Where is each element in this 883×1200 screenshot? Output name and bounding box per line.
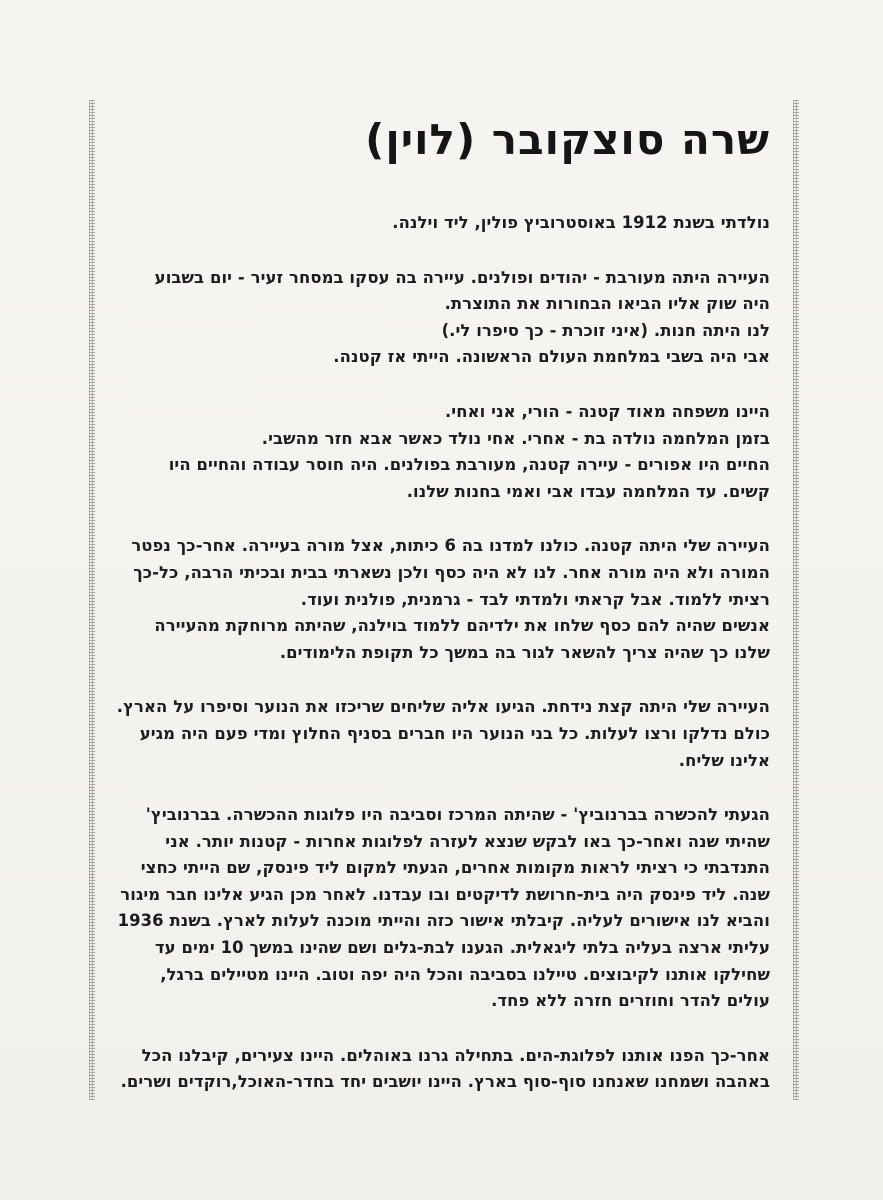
text-line: אבי היה בשבי במלחמת העולם הראשונה. הייתי אז קטנה. <box>333 347 770 367</box>
text-line: אנשים שהיה להם כסף שלחו את ילדיהם ללמוד בוילנה, שהיתה מרוחקת מהעיירה <box>154 616 770 636</box>
text-line: העיירה שלי היתה קצת נידחת. הגיעו אליה שליחים שריכזו את הנוער וסיפרו על הארץ. <box>116 697 770 717</box>
text-line: שהיתי שנה ואחר-כך באו לבקש שנצא לעזרה לפלוגות אחרות - קטנות יותר. אני <box>165 831 770 851</box>
paragraph <box>115 210 770 237</box>
text-line: שנה. ליד פינסק היה בית-חרושת לדיקטים ובו עבדנו. לאחר מכן הגיע אלינו חבר מיגור <box>120 884 770 904</box>
right-decorative-border <box>793 100 799 1100</box>
document-title: שרה סוצקובר (לוין) <box>365 115 770 164</box>
paragraph <box>115 533 770 666</box>
left-decorative-border <box>89 100 95 1100</box>
text-line: כולם נדלקו ורצו לעלות. כל בני הנוער היו חברים בסניף החלוץ ומדי פעם היה מגיע <box>139 723 770 743</box>
document-content <box>115 110 770 1124</box>
paragraph <box>115 802 770 1015</box>
text-line: רציתי ללמוד. אבל קראתי ולמדתי לבד - גרמנית, פולנית ועוד. <box>300 589 770 609</box>
text-line: אלינו שליח. <box>678 750 770 770</box>
text-line: באהבה ושמחנו שאנחנו סוף-סוף בארץ. היינו יושבים יחד בחדר-האוכל,רוקדים ושרים. <box>120 1072 770 1092</box>
text-line: שחילקו אותנו לקיבוצים. טיילנו בסביבה והכל היה יפה וטוב. היינו מטיילים ברגל, <box>160 964 770 984</box>
text-line: עולים להדר וחוזרים חזרה ללא פחד. <box>491 991 770 1011</box>
paragraph <box>115 399 770 505</box>
text-line: העיירה היתה מעורבת - יהודים ופולנים. עיירה בה עסקו במסחר זעיר - יום בשבוע <box>154 267 770 287</box>
paragraph <box>115 694 770 774</box>
text-line: המורה ולא היה מורה אחר. לנו לא היה כסף ולכן נשארתי בבית ובכיתי הרבה, כל-כך <box>133 562 770 582</box>
text-line: אחר-כך הפנו אותנו לפלוגת-הים. בתחילה גרנו באוהלים. היינו צעירים, קיבלנו הכל <box>141 1045 770 1065</box>
text-line: היינו משפחה מאוד קטנה - הורי, אני ואחי. <box>444 401 770 421</box>
text-line: היה שוק אליו הביאו הבחורות את התוצרת. <box>444 294 770 314</box>
text-line: קשים. עד המלחמה עבדו אבי ואמי בחנות שלנו. <box>406 481 770 501</box>
text-line: החיים היו אפורים - עיירה קטנה, מעורבת בפולנים. היה חוסר עבודה והחיים היו <box>168 455 770 475</box>
text-line: עליתי ארצה בעליה בלתי ליגאלית. הגענו לבת-גלים ושם שהינו במשך 10 ימים עד <box>154 938 770 958</box>
text-line: הגעתי להכשרה בברנוביץ' - שהיתה המרכז וסביבה היו פלוגות ההכשרה. בברנוביץ' <box>145 805 770 825</box>
text-line: והביא לנו אישורים לעליה. קיבלתי אישור כזה והייתי מוכנה לעלות לארץ. בשנת 1936 <box>117 911 770 931</box>
text-line: נולדתי בשנת 1912 באוסטרוביץ פולין, ליד וילנה. <box>392 213 770 232</box>
text-line: לנו היתה חנות. (איני זוכרת - כך סיפרו לי.) <box>441 320 770 340</box>
text-line: העיירה שלי היתה קטנה. כולנו למדנו בה 6 כיתות, אצל מורה בעיירה. אחר-כך נפטר <box>131 536 770 556</box>
text-line: התנדבתי כי רציתי לראות מקומות אחרים, הגעתי למקום ליד פינסק, שם הייתי כחצי <box>140 858 770 878</box>
text-line: בזמן המלחמה נולדה בת - אחרי. אחי נולד כאשר אבא חזר מהשבי. <box>261 428 770 448</box>
paragraphs-container <box>115 210 770 1096</box>
paragraph <box>115 265 770 371</box>
paragraph <box>115 1043 770 1096</box>
text-line: שלנו כך שהיה צריך להשאר לגור בה במשך כל תקופת הלימודים. <box>279 642 770 662</box>
